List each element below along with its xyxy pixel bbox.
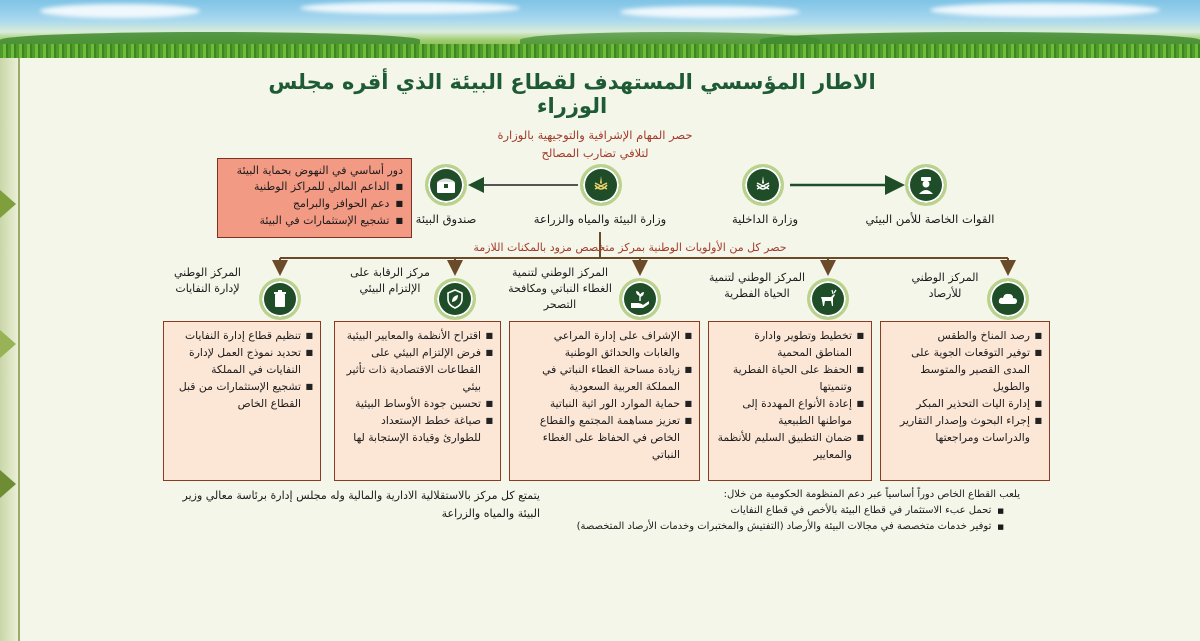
list-item: ■ تشجيع الإستثمارات في البيئة (226, 213, 403, 230)
fund-role-heading: دور أساسي في النهوض بحماية البيئة (236, 164, 403, 177)
list-item: ■ تحديد نموذج العمل لإدارة النفايات في المملكة (171, 344, 313, 378)
forces-label: القوات الخاصة للأمن البيئي (865, 212, 995, 226)
list-item: ■ حماية الموارد الور اثية النباتية (517, 395, 692, 412)
meteorology-tasks-box (880, 321, 1050, 481)
center-name-vegetation: المركز الوطني لتنمية الغطاء النباتي ومكافحة التصحر (508, 266, 612, 311)
page-title: الاطار المؤسسي المستهدف لقطاع البيئة الذي أقره مجلس الوزراء (268, 70, 876, 118)
plant-hand-icon (619, 278, 661, 320)
list-item: ■ رصد المناخ والطقس (888, 327, 1042, 344)
list-item: ■ اقتراح الأنظمة والمعايير البيئية (342, 327, 493, 344)
top-note: حصر المهام الإشرافية والتوجيهية بالوزارة لتلافي تضارب المصالح (497, 128, 693, 160)
interior-label: وزارة الداخلية (731, 212, 799, 226)
list-item: ■ الداعم المالي للمراكز الوطنية (226, 179, 403, 196)
list-item: ■ إدارة اليات التحذير المبكر (888, 395, 1042, 412)
list-item: ■ الحفظ على الحياة الفطرية وتنميتها (716, 361, 864, 395)
list-item: ■ تخطيط وتطوير وادارة المناطق المحمية (716, 327, 864, 361)
independence-note: يتمتع كل مركز بالاستقلالية الادارية والمالية وله مجلس إدارة برئاسة معالي وزير البيئة والمياه والزراعة (182, 489, 540, 520)
list-item: ■ إعادة الأنواع المهددة إلى مواطنها الطبيعية (716, 395, 864, 429)
center-name-compliance: مركز الرقابة على الإلتزام البيئي (350, 266, 430, 295)
private-sector-note (560, 487, 1020, 535)
list-item: ■ تحمل عبء الاستثمار في قطاع البيئة بالأخص في قطاع النفايات (560, 503, 1004, 519)
compliance-tasks-box (334, 321, 501, 481)
fund-label: صندوق البيئة (415, 212, 477, 226)
list-item: ■ توفير خدمات متخصصة في مجالات البيئة والأرصاد (التفتيش والمختبرات وخدمات الأرصاد المتخصصة) (560, 519, 1004, 535)
waste-bin-icon (259, 278, 301, 320)
centers-note: حصر كل من الأولويات الوطنية بمركز متخصص مزود بالمكنات اللازمة (473, 241, 787, 254)
wildlife-tasks-box (708, 321, 872, 481)
list-item: ■ ضمان التطبيق السليم للأنظمة والمعايير (716, 429, 864, 463)
vegetation-tasks-box (509, 321, 700, 481)
list-item: ■ تحسين جودة الأوساط البيئية (342, 395, 493, 412)
list-item: ■ توفير التوقعات الجوية على المدى القصير والمتوسط والطويل (888, 344, 1042, 395)
list-item: ■ تنظيم قطاع إدارة النفايات (171, 327, 313, 344)
officer-icon (905, 164, 947, 206)
private-sector-heading: يلعب القطاع الخاص دوراً أساسياً عبر دعم المنظومة الحكومية من خلال: (723, 489, 1020, 500)
list-item: ■ دعم الحوافز والبرامج (226, 196, 403, 213)
center-name-wildlife: المركز الوطني لتنمية الحياة الفطرية (708, 271, 806, 300)
ministry-emblem-icon (580, 164, 622, 206)
treasure-chest-icon (425, 164, 467, 206)
list-item: ■ تشجيع الإستثمارات من قبل القطاع الخاص (171, 378, 313, 412)
list-item: ■ إجراء البحوث وإصدار التقارير والدراسات ومراجعتها (888, 412, 1042, 446)
waste-tasks-box (163, 321, 321, 481)
list-item: ■ الإشراف على إدارة المراعي والغابات والحدائق الوطنية (517, 327, 692, 361)
center-name-waste: المركز الوطني لإدارة النفايات (174, 266, 241, 295)
list-item: ■ فرض الإلتزام البيئي على القطاعات الاقتصادية ذات تأثير بيئي (342, 344, 493, 395)
list-item: ■ تعزيز مساهمة المجتمع والقطاع الخاص في الحفاظ على الغطاء النباتي (517, 412, 692, 463)
center-name-meteorology: المركز الوطني للأرصاد (911, 271, 979, 300)
deer-icon (807, 278, 849, 320)
list-item: ■ زيادة مساحة الغطاء النباتي في المملكة العربية السعودية (517, 361, 692, 395)
fund-role-box (217, 158, 412, 238)
leaf-shield-icon (434, 278, 476, 320)
ministry-label: وزارة البيئة والمياه والزراعة (533, 212, 667, 226)
cloud-icon (987, 278, 1029, 320)
list-item: ■ صياغة خطط الإستعداد للطوارئ وقيادة الإستجابة لها (342, 412, 493, 446)
interior-emblem-icon (742, 164, 784, 206)
